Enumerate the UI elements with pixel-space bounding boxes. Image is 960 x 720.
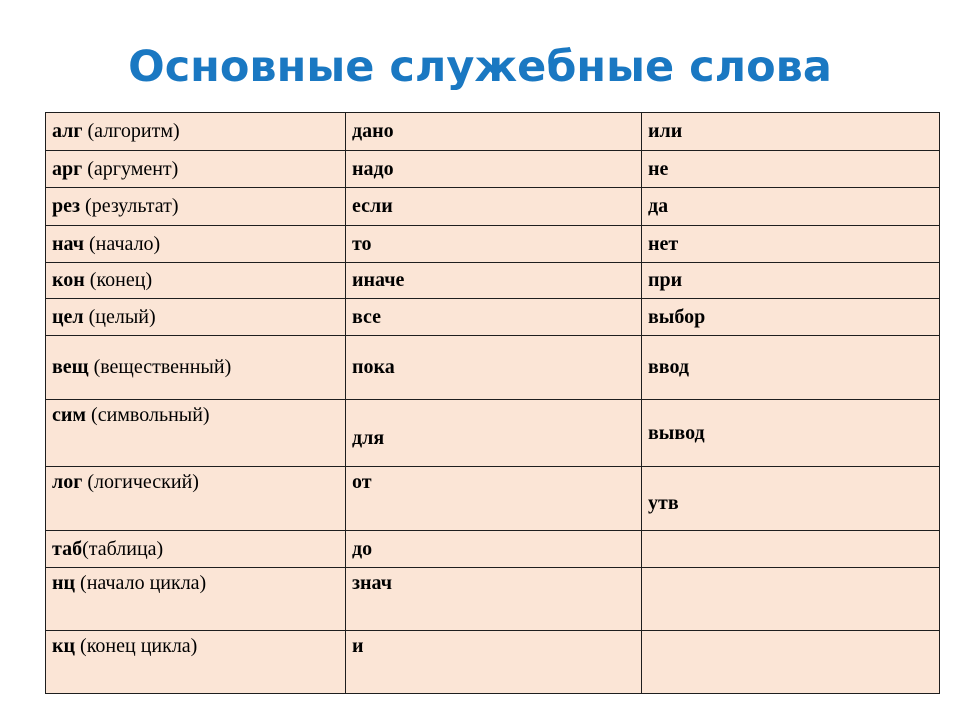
- table-row: [46, 263, 940, 299]
- table-cell: [46, 336, 346, 400]
- table-cell: [46, 113, 346, 151]
- table-cell: если: [346, 188, 642, 226]
- table-cell: и: [346, 631, 642, 694]
- keyword: лог: [52, 471, 83, 493]
- table-cell: [46, 467, 346, 531]
- table-cell: вывод: [642, 400, 940, 467]
- keyword-description: (символьный): [86, 404, 210, 426]
- keyword-description: (начало): [84, 232, 161, 255]
- keyword-description: (таблица): [82, 537, 164, 560]
- table-cell: [642, 531, 940, 568]
- table-row: [46, 467, 940, 531]
- keyword-description: (аргумент): [82, 157, 179, 180]
- keyword-description: (алгоритм): [82, 120, 180, 142]
- table-cell: не: [642, 151, 940, 188]
- table-cell: нет: [642, 226, 940, 263]
- table-cell: при: [642, 263, 940, 299]
- page-title: Основные служебные слова: [128, 42, 832, 92]
- table-row: [46, 113, 940, 151]
- table-cell: все: [346, 299, 642, 336]
- keyword-description: (результат): [80, 195, 179, 217]
- table-row: [46, 400, 940, 467]
- table-cell: знач: [346, 568, 642, 631]
- table-row: [46, 531, 940, 568]
- keyword: кц: [52, 635, 76, 657]
- keyword: нц: [52, 572, 76, 594]
- table-row: [46, 631, 940, 694]
- keyword-description: (логический): [82, 471, 199, 493]
- keyword-description: (конец): [84, 269, 153, 291]
- table-cell: да: [642, 188, 940, 226]
- table-cell: выбор: [642, 299, 940, 336]
- keyword: алг: [52, 120, 83, 142]
- keyword: рез: [52, 195, 81, 217]
- keyword: вещ: [52, 356, 89, 378]
- table-cell: [642, 631, 940, 694]
- table-cell: [46, 531, 346, 568]
- keywords-table: [45, 112, 940, 694]
- table-cell: надо: [346, 151, 642, 188]
- table-cell: [46, 631, 346, 694]
- table-cell: [642, 568, 940, 631]
- table-cell: дано: [346, 113, 642, 151]
- keyword: таб: [52, 537, 83, 560]
- keyword-description: (конец цикла): [75, 635, 198, 657]
- table-cell: от: [346, 467, 642, 531]
- keyword: арг: [52, 157, 83, 180]
- table-cell: то: [346, 226, 642, 263]
- table-row: [46, 299, 940, 336]
- keyword: нач: [52, 232, 85, 255]
- table-cell: для: [346, 400, 642, 467]
- table-cell: до: [346, 531, 642, 568]
- table-row: [46, 226, 940, 263]
- table-row: [46, 336, 940, 400]
- keyword: кон: [52, 269, 85, 291]
- keyword: цел: [52, 305, 84, 328]
- keyword-description: (вещественный): [88, 356, 232, 378]
- table-cell: иначе: [346, 263, 642, 299]
- table-row: [46, 188, 940, 226]
- table-cell: [46, 263, 346, 299]
- keyword-description: (начало цикла): [75, 572, 207, 594]
- table-cell: [46, 188, 346, 226]
- table-row: [46, 568, 940, 631]
- table-cell: [46, 400, 346, 467]
- table-cell: [46, 151, 346, 188]
- keyword: сим: [52, 404, 87, 426]
- table-cell: или: [642, 113, 940, 151]
- table-cell: [46, 226, 346, 263]
- keyword-description: (целый): [83, 305, 156, 328]
- table-cell: [46, 299, 346, 336]
- table-row: [46, 151, 940, 188]
- table-cell: пока: [346, 336, 642, 400]
- table-cell: ввод: [642, 336, 940, 400]
- table-cell: утв: [642, 467, 940, 531]
- table-cell: [46, 568, 346, 631]
